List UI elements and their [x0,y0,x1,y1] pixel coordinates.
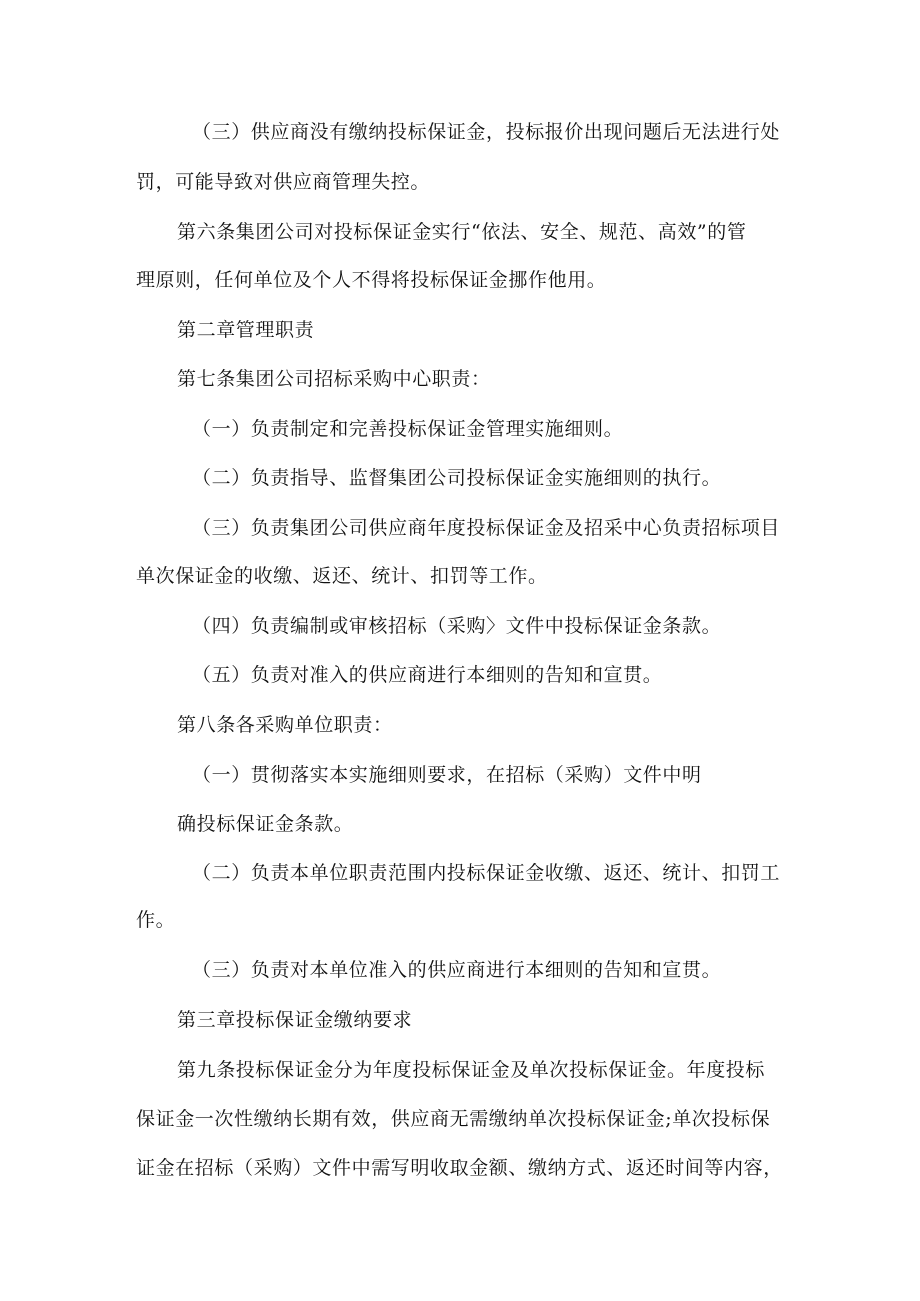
list-item: （二）负责指导、监督集团公司投标保证金实施细则的执行。 [192,467,722,489]
list-item: （二）负责本单位职责范围内投标保证金收缴、返还、统计、扣罚工 [192,862,781,884]
article-heading: 第七条集团公司招标采购中心职责： [177,368,491,390]
paragraph-line: 保证金一次性缴纳长期有效，供应商无需缴纳单次投标保证金;单次投标保 [136,1108,771,1130]
chapter-heading: 第三章投标保证金缴纳要求 [177,1009,413,1031]
list-item: （四）负责编制或审核招标（采购〉文件中投标保证金条款。 [192,615,722,637]
paragraph-line: 罚，可能导致对供应商管理失控。 [136,171,431,193]
paragraph-line: （三）供应商没有缴纳投标保证金，投标报价出现问题后无法进行处 [192,121,781,143]
paragraph-line: 第六条集团公司对投标保证金实行“依法、安全、规范、高效”的管 [177,221,747,243]
article-heading: 第八条各采购单位职责： [177,714,393,736]
chapter-heading: 第二章管理职责 [177,319,315,341]
list-item: （五）负责对准入的供应商进行本细则的告知和宣贯。 [192,664,663,686]
paragraph-line: 证金在招标（采购）文件中需写明收取金额、缴纳方式、返还时间等内容， [136,1157,783,1179]
paragraph-line: 第九条投标保证金分为年度投标保证金及单次投标保证金。年度投标 [177,1059,766,1081]
paragraph-line: 确投标保证金条款。 [177,813,354,835]
paragraph-line: 作。 [136,909,176,931]
list-item: （三）负责对本单位准入的供应商进行本细则的告知和宣贯。 [192,959,722,981]
paragraph-line: 单次保证金的收缴、返还、统计、扣罚等工作。 [136,565,548,587]
list-item: （一）负责制定和完善投标保证金管理实施细则。 [192,418,624,440]
paragraph-line: 理原则，任何单位及个人不得将投标保证金挪作他用。 [136,269,607,291]
list-item: （三）负责集团公司供应商年度投标保证金及招采中心负责招标项目 [192,517,781,539]
list-item: （一）贯彻落实本实施细则要求，在招标（采购）文件中明 [192,764,702,786]
